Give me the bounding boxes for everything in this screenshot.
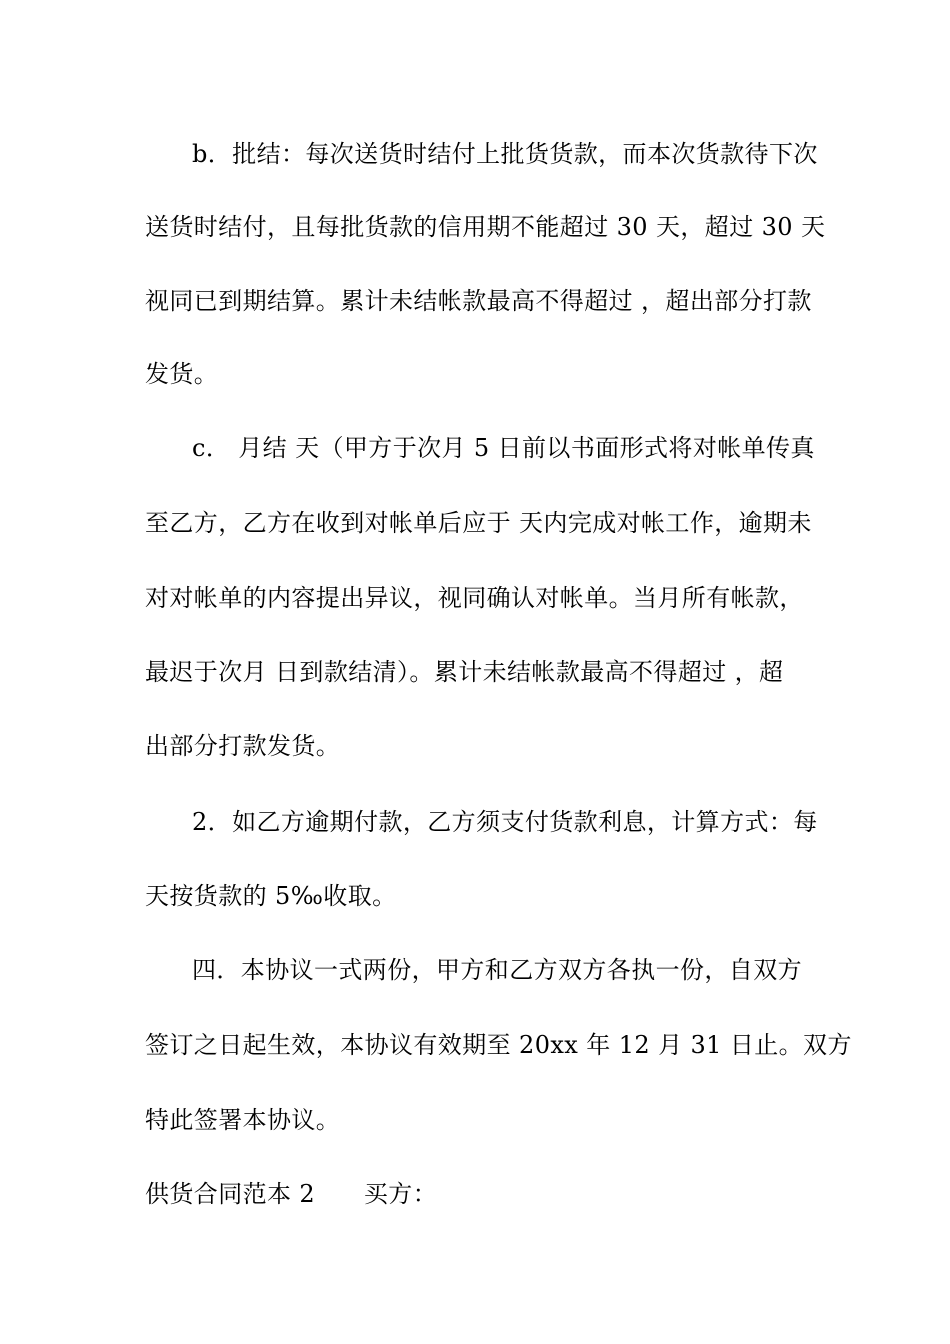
paragraph-c-line-5: 出部分打款发货。 [145,732,341,760]
paragraph-4-line-1: 四．本协议一式两份，甲方和乙方双方各执一份，自双方 [192,956,802,984]
paragraph-2-line-2: 天按货款的 5‰收取。 [145,882,397,910]
paragraph-c-line-3: 对对帐单的内容提出异议，视同确认对帐单。当月所有帐款， [145,584,804,612]
paragraph-4-line-2: 签订之日起生效，本协议有效期至 20xx 年 12 月 31 日止。双方 [145,1031,852,1059]
paragraph-b-line-3: 视同已到期结算。累计未结帐款最高不得超过 ，超出部分打款 [145,287,812,315]
paragraph-c-line-4: 最迟于次月 日到款结清）。累计未结帐款最高不得超过 ，超 [145,658,784,686]
paragraph-c-line-2: 至乙方，乙方在收到对帐单后应于 天内完成对帐工作，逾期未 [145,509,812,537]
paragraph-4-line-3: 特此签署本协议。 [145,1106,341,1134]
contract-template-2-heading: 供货合同范本 2 买方： [145,1180,438,1208]
paragraph-c-line-1: c． 月结 天（甲方于次月 5 日前以书面形式将对帐单传真 [192,434,815,462]
paragraph-b-line-1: b．批结：每次送货时结付上批货货款，而本次货款待下次 [192,140,818,168]
paragraph-b-line-2: 送货时结付，且每批货款的信用期不能超过 30 天，超过 30 天 [145,213,826,241]
paragraph-b-line-4: 发货。 [145,360,219,388]
paragraph-2-line-1: 2．如乙方逾期付款，乙方须支付货款利息，计算方式：每 [192,808,818,836]
